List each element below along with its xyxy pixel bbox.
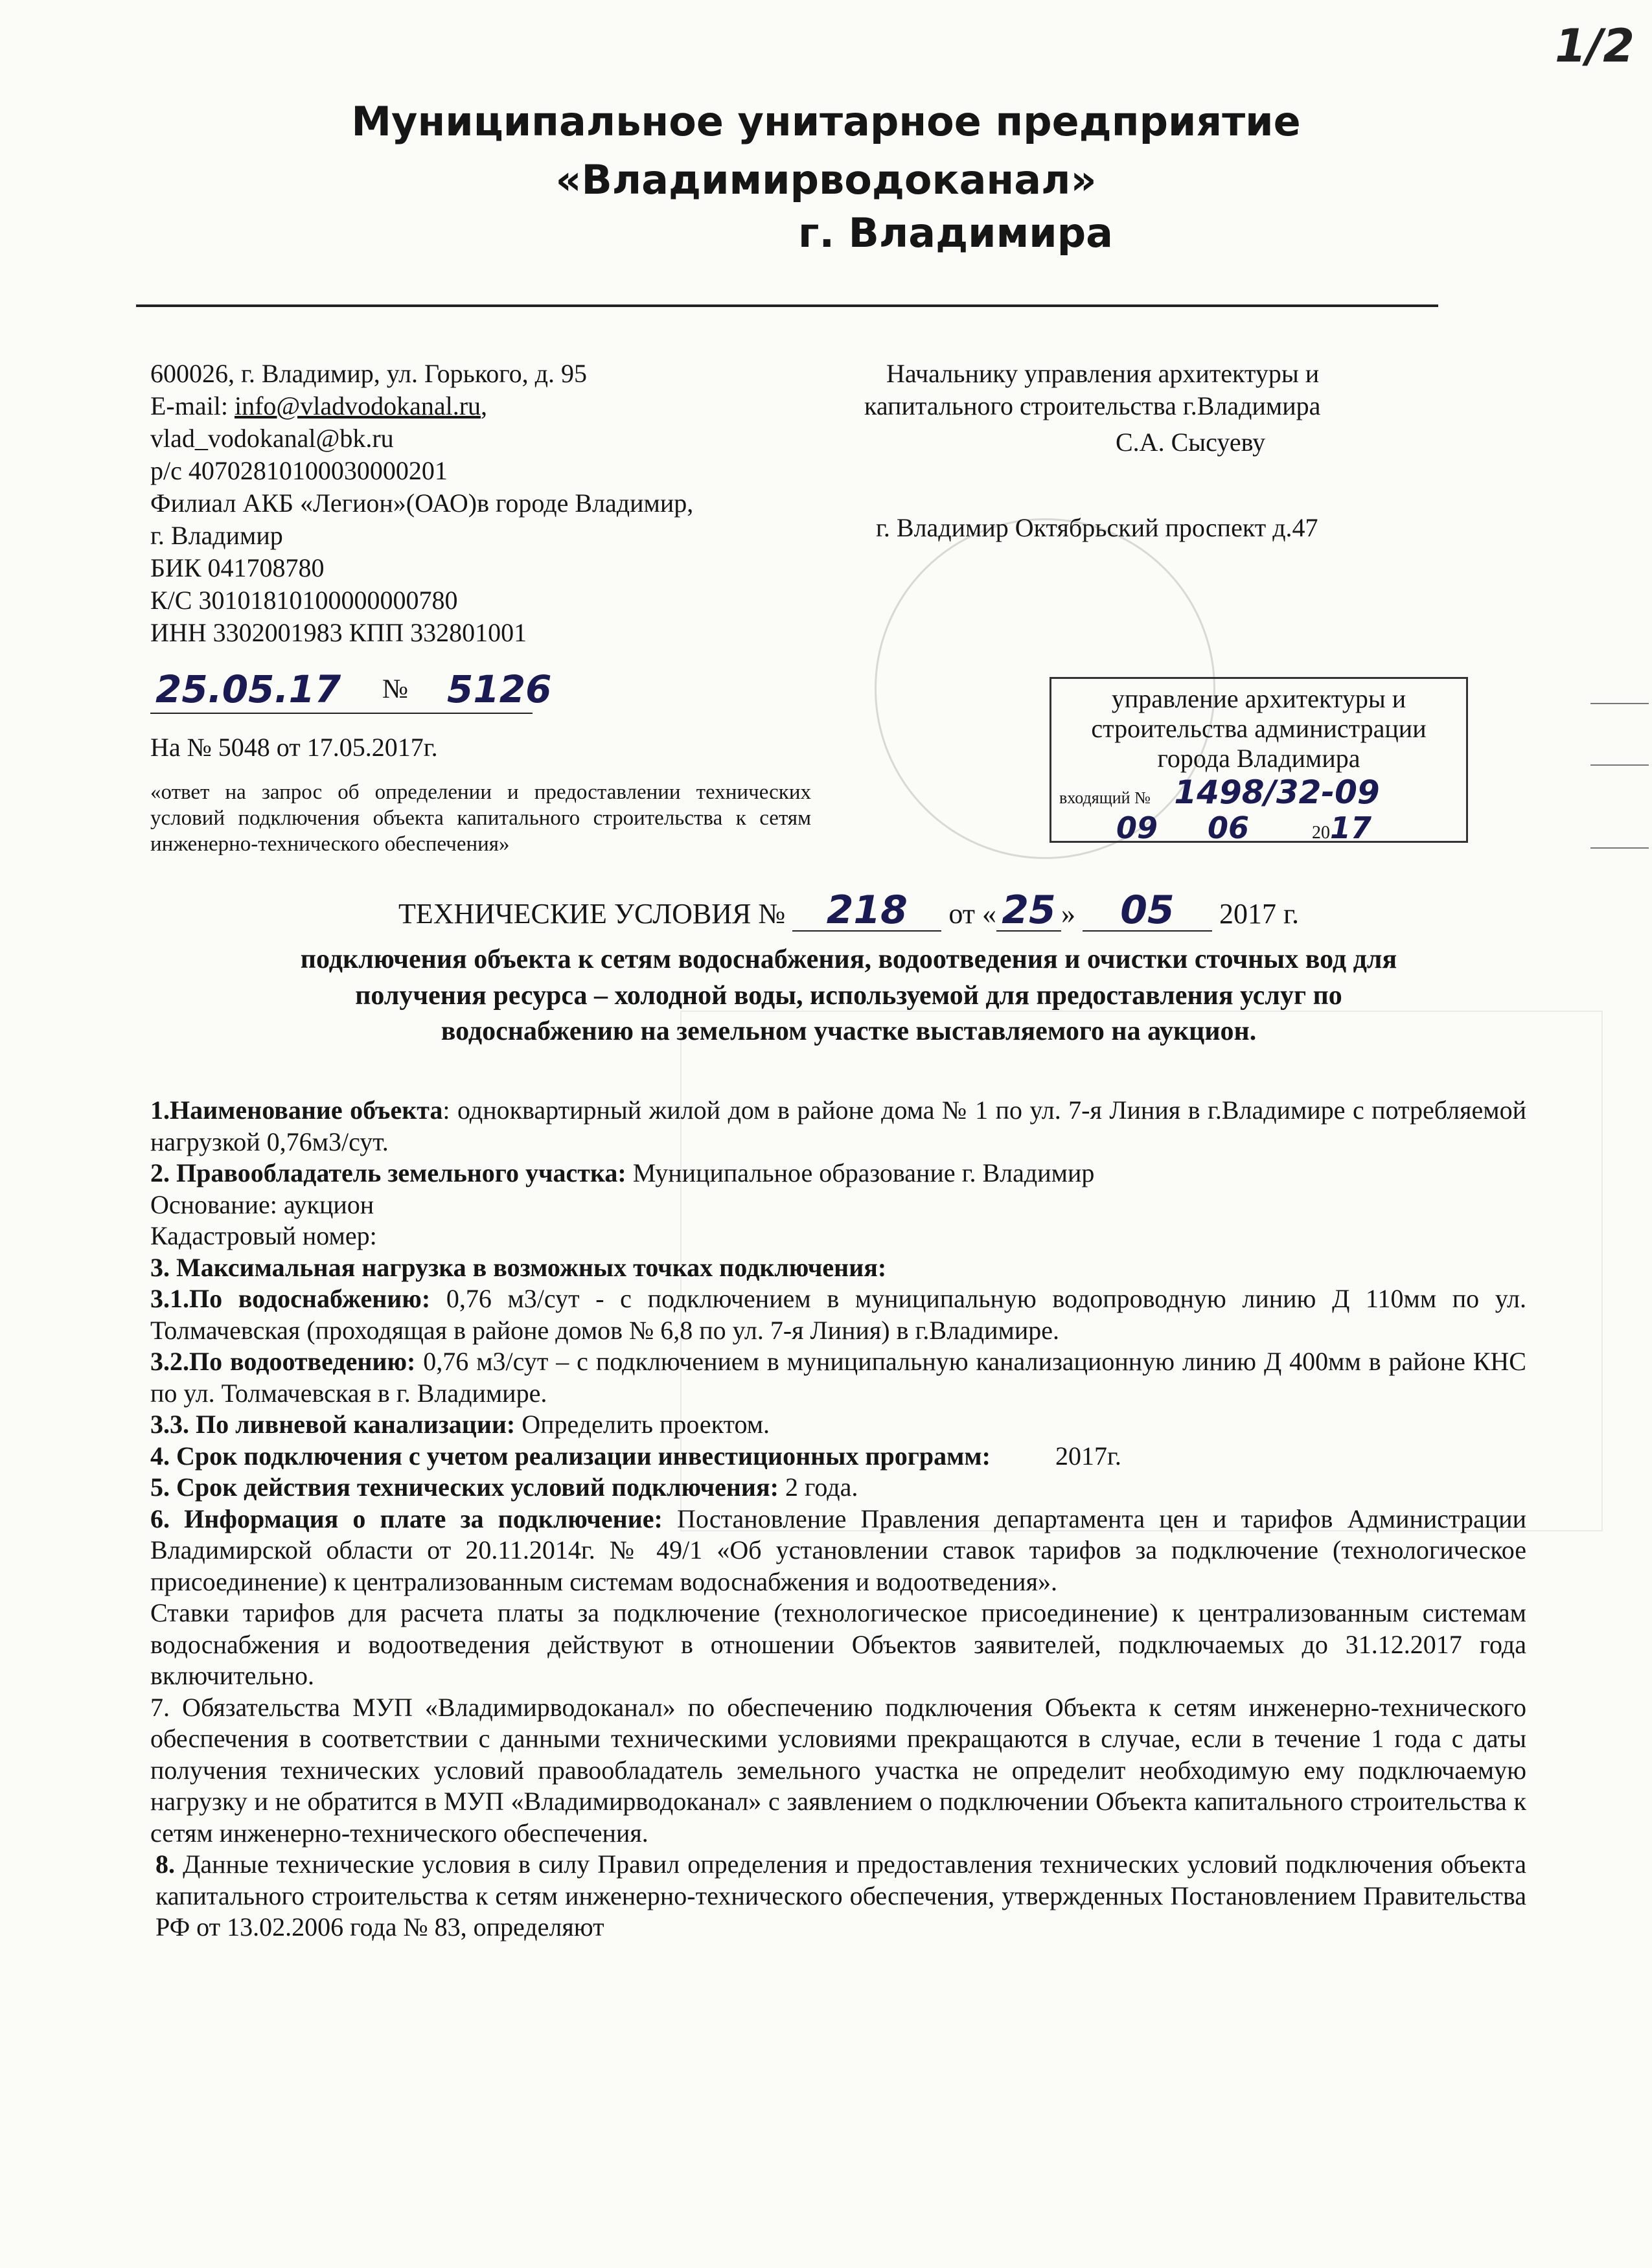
recipient-address: г. Владимир Октябрьский проспект д.47 <box>876 513 1318 542</box>
stamp-line3: города Владимира <box>1157 744 1360 773</box>
section-6-para2: Ставки тарифов для расчета платы за подключение (технологическое присоединение) к централизованным системам водоснабжения и водоотведения действуют в отношении Объектов заявителей, подключаемых до 31.12.2017 года включительно. <box>150 1598 1526 1690</box>
section-7: 7. Обязательства МУП «Владимирводоканал» по обеспечению подключения Объекта к сетям инженерно-технического обеспечения в соответствии с данными техническими условиями прекращаются в случае, если в течение 1 года с даты получения технических условий правообладатель земельного участка не определит необходимую ему подключаемую нагрузку и не обратится в МУП «Владимирводоканал» с заявлением о подключении Объекта капитального строительства к сетям инженерно-технического обеспечения. <box>150 1692 1526 1848</box>
title-line4: водоснабжению на земельном участке выставляемого на аукцион. <box>441 1016 1257 1046</box>
reply-to: На № 5048 от 17.05.2017г. <box>150 733 438 762</box>
email-link[interactable]: info@vladvodokanal.ru <box>234 391 481 420</box>
recipient-line1: Начальнику управления архитектуры и <box>886 359 1320 388</box>
section-4: 4. Срок подключения с учетом реализации инвестиционных программ: 2017г. <box>150 1441 1121 1471</box>
stamp-line2: строительства администрации <box>1091 714 1427 743</box>
outgoing-no-sign: № <box>382 674 409 704</box>
stamp-incoming-number: 1498/32-09 <box>1174 773 1380 811</box>
header-rule <box>136 304 1438 307</box>
section-3-2: 3.2.По водоотведению: 0,76 м3/сут – с подключением в муниципальную канализационную линию Д 400мм в районе КНС по ул. Толмачевская в г. Владимире. <box>150 1347 1526 1408</box>
scan-edge-line <box>1590 703 1649 704</box>
recipient-name: С.А. Сысуеву <box>1116 428 1266 457</box>
page-mark: 1/2 <box>1555 19 1635 73</box>
org-name-line2: «Владимирводоканал» <box>555 156 1097 203</box>
org-name-line3: г. Владимира <box>798 209 1113 257</box>
sender-email-line: E-mail: info@vladvodokanal.ru, <box>150 391 488 420</box>
scan-edge-line <box>1590 847 1649 849</box>
title-line2: подключения объекта к сетям водоснабжения, водоотведения и очистки сточных вод для <box>300 945 1397 974</box>
section-2-basis: Основание: аукцион <box>150 1189 374 1219</box>
section-6: 6. Информация о плате за подключение: Постановление Правления департамента цен и тарифов Администрации Владимирской области от 20.11.2014г. № 49/1 «Об установлении ставок тарифов за подключение (технологическое присоединение) к централизованным системам водоснабжения и водоотведения». <box>150 1504 1526 1596</box>
section-1: 1.Наименование объекта: одноквартирный жилой дом в районе дома № 1 по ул. 7-я Линия в г.Владимире с потребляемой нагрузкой 0,76м3/сут. <box>150 1095 1526 1156</box>
subject-text: «ответ на запрос об определении и предоставлении технических условий подключения объекта капитального строительства к сетям инженерно-технического обеспечения» <box>150 781 811 856</box>
title-number: 218 <box>826 888 908 933</box>
stamp-incoming: входящий № 1498/32-09 <box>1059 773 1380 811</box>
sender-address: 600026, г. Владимир, ул. Горького, д. 95 <box>150 359 587 388</box>
stamp-line1: управление архитектуры и <box>1111 684 1406 713</box>
recipient-line2: капитального строительства г.Владимира <box>864 391 1321 420</box>
outgoing-date: 25.05.17 <box>155 667 341 711</box>
section-2: 2. Правообладатель земельного участка: Муниципальное образование г. Владимир <box>150 1158 1095 1187</box>
sender-inn: ИНН 3302001983 КПП 332801001 <box>150 618 527 647</box>
title-month: 05 <box>1120 888 1175 933</box>
section-3-3: 3.3. По ливневой канализации: Определить проектом. <box>150 1410 770 1439</box>
title-line3: получения ресурса – холодной воды, используемой для предоставления услуг по <box>355 981 1342 1011</box>
outgoing-number: 5126 <box>447 667 552 711</box>
section-5: 5. Срок действия технических условий подключения: 2 года. <box>150 1472 858 1502</box>
incoming-stamp <box>1050 677 1468 843</box>
section-8: 8. Данные технические условия в силу Правил определения и предоставления технических условий подключения объекта капитального строительства к сетям инженерно-технического обеспечения, утвержденных Постановлением Правительства РФ от 13.02.2006 года № 83, определяют <box>155 1850 1526 1942</box>
stamp-date: 09 06 2017 <box>1116 810 1372 845</box>
sender-block <box>150 358 693 649</box>
sender-email2[interactable]: vlad_vodokanal@bk.ru <box>150 424 394 453</box>
section-2-cadastral: Кадастровый номер: <box>150 1221 377 1250</box>
underline-outgoing <box>150 713 533 714</box>
org-name-line1: Муниципальное унитарное предприятие <box>351 98 1301 145</box>
title-day: 25 <box>1002 888 1056 933</box>
scan-edge-line <box>1590 764 1649 766</box>
document-body <box>150 1095 1526 1943</box>
sender-corr: К/С 30101810100000000780 <box>150 586 458 615</box>
sender-bank: Филиал АКБ «Легион»(ОАО)в городе Владимир, <box>150 488 694 518</box>
sender-city: г. Владимир <box>150 521 283 550</box>
sender-account: р/с 40702810100030000201 <box>150 456 448 485</box>
sender-bik: БИК 041708780 <box>150 553 325 582</box>
title-line1: ТЕХНИЧЕСКИЕ УСЛОВИЯ № 218 от « 25 » 05 2017 г. <box>398 888 1300 933</box>
section-3: 3. Максимальная нагрузка в возможных точках подключения: <box>150 1252 887 1282</box>
section-3-1: 3.1.По водоснабжению: 0,76 м3/сут - с подключением в муниципальную водопроводную линию Д 110мм по ул. Толмачевская (проходящая в районе домов № 6,8 по ул. 7-я Линия) в г.Владимире. <box>150 1284 1527 1345</box>
